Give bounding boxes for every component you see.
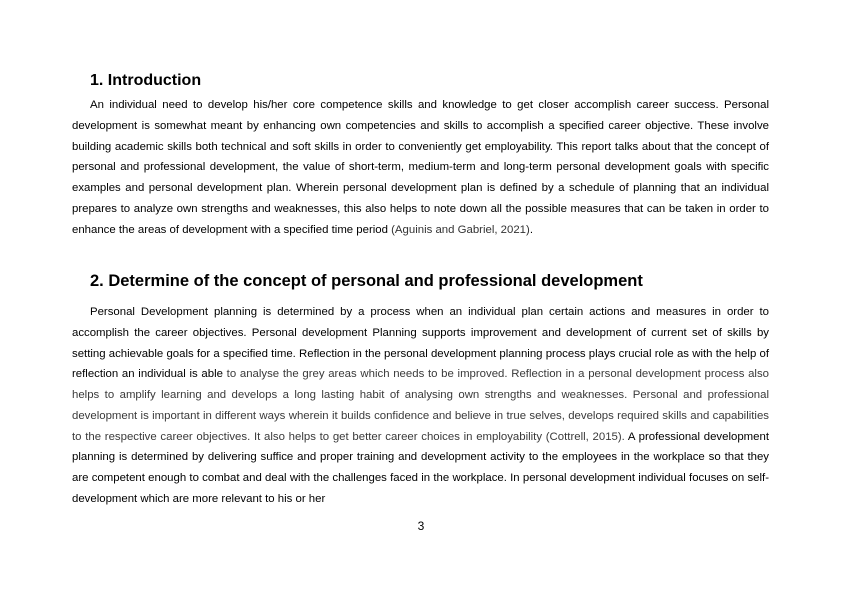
concept-text-part2: to analyse the grey areas which needs to be improved. Reflection in a personal development process also helps to amplify learning and develops a long lasting habit of analysing own strengths and weaknesses. Personal and professional development is important in different ways wherein it builds confidence and believe in true selves, develops required skills and capabilities to the respective career objectives. It also helps to get better career choices in employability (Cottrell, 2015). — [72, 368, 769, 443]
concept-paragraph — [72, 302, 769, 510]
concept-text-part1: Personal Development planning is determined by a process when an individual plan certain actions and measures in order to accomplish the career objectives. Personal development Planning supports improvement and development of current set of skills by setting achievable goals for a specified time. Reflection in the personal development planning process plays crucial role as with the help of reflection an individual is able — [72, 306, 769, 381]
section-heading-concept: 2. Determine of the concept of personal and professional development — [90, 272, 643, 290]
introduction-paragraph — [72, 95, 769, 240]
concept-text-part3: A professional development planning is determined by delivering suffice and proper training and development activity to the employees in the workplace so that they are competent enough to combat and deal with the challenges faced in the workplace. In personal development individual focuses on self-development which are more relevant to his or her — [72, 430, 769, 505]
introduction-text: An individual need to develop his/her core competence skills and knowledge to get closer accomplish career success. Personal development is somewhat meant by enhancing own competencies and skills to accomplish a specified career objective. These involve building academic skills both technical and soft skills in order to conveniently get employability. This report talks about that the concept of personal and professional development, the value of short-term, medium-term and long-term personal development goals with specific examples and personal development plan. Wherein personal development plan is defined by a schedule of planning that an individual prepares to analyze own strengths and weaknesses, this also helps to note down all the possible measures that can be taken in order to enhance the areas of development with a specified time period — [72, 99, 769, 236]
section-heading-introduction: 1. Introduction — [90, 72, 202, 89]
citation-aguinis-gabriel: (Aguinis and Gabriel, 2021) — [391, 223, 530, 236]
page-number: 3 — [417, 519, 425, 533]
introduction-end-period: . — [529, 223, 533, 236]
